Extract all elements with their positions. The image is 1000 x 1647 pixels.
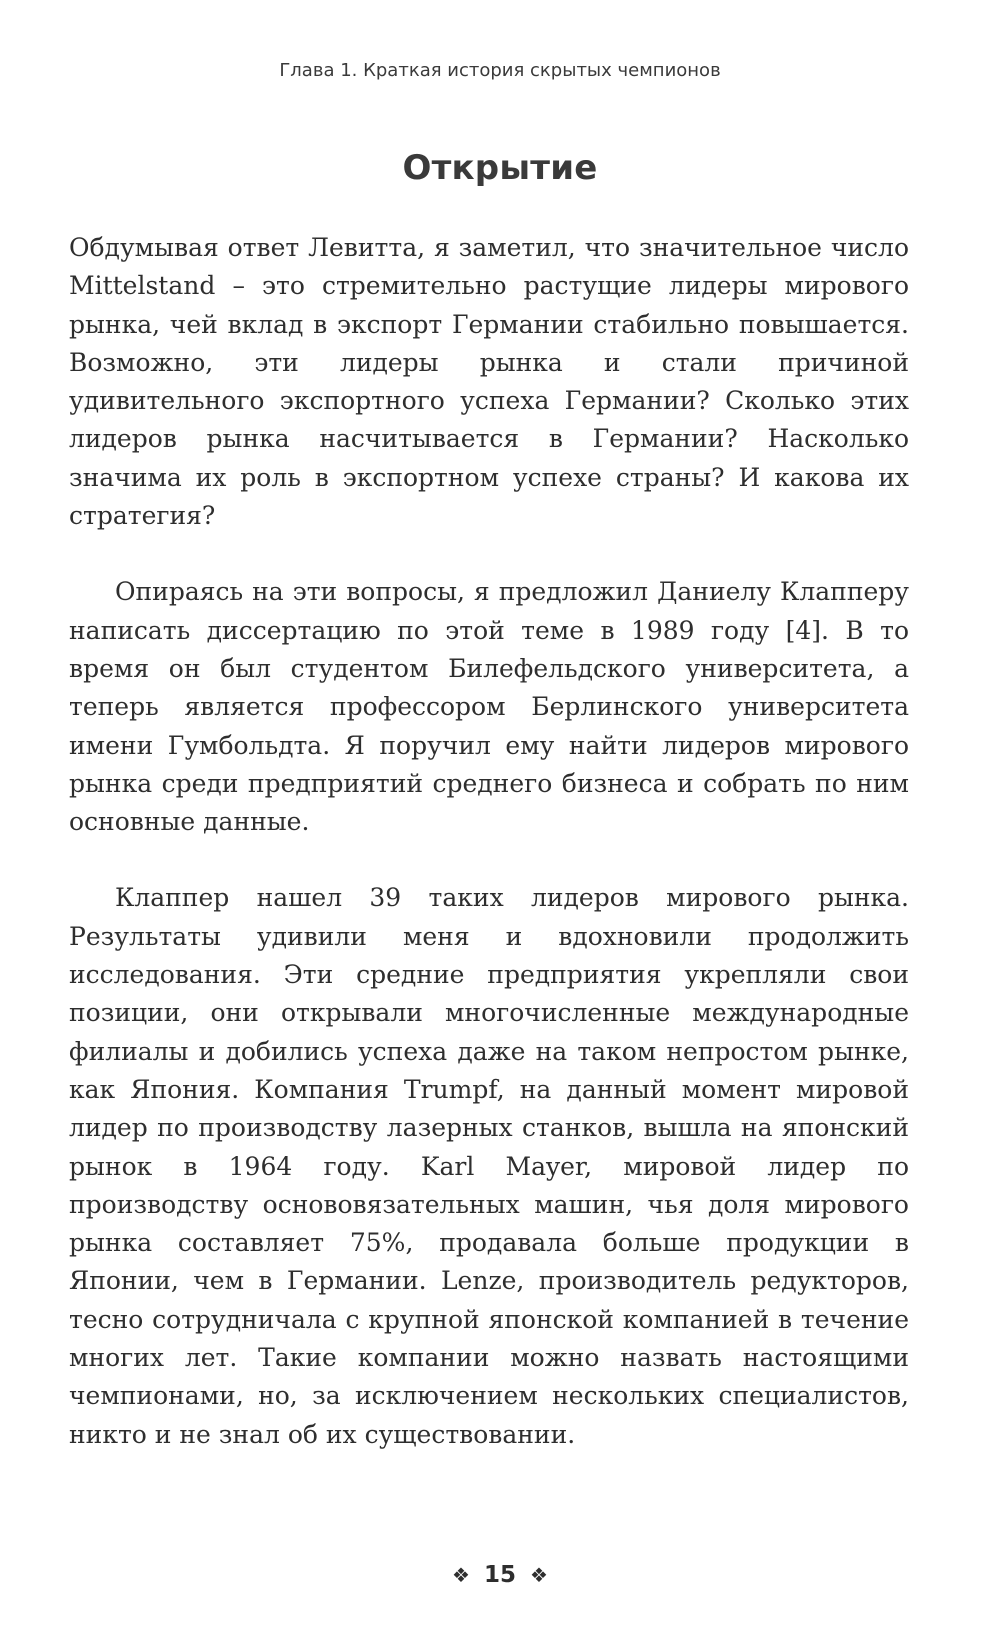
page-folio xyxy=(0,1562,1000,1588)
paragraph-1: Обдумывая ответ Левитта, я заметил, что значительное число Mittelstand – это стремительно растущие лидеры мирового рынка, чей вклад в экспорт Германии стабильно повышается. Возможно, эти лидеры рынка и стали причиной удивительного экспортного успеха Германии? Сколько этих лидеров рынка насчитывается в Германии? Насколько значима их роль в экспортном успехе страны? И какова их стратегия? xyxy=(69,233,909,531)
ornament-right-icon: ❖ xyxy=(530,1563,548,1587)
section-title: Открытие xyxy=(402,148,598,188)
running-header: Глава 1. Краткая история скрытых чемпионов xyxy=(279,60,721,81)
paragraph-3: Клаппер нашел 39 таких лидеров мирового рынка. Результаты удивили меня и вдохновили продолжить исследования. Эти средние предприятия укрепляли свои позиции, они открывали многочисленные международные филиалы и добились успеха даже на таком непростом рынке, как Япония. Компания Trumpf, на данный момент мировой лидер по производству лазерных станков, вышла на японский рынок в 1964 году. Karl Mayer, мировой лидер по производству основовязательных машин, чья доля мирового рынка составляет 75%, продавала больше продукции в Японии, чем в Германии. Lenze, производитель редукторов, тесно сотрудничала с крупной японской компанией в течение многих лет. Такие компании можно назвать настоящими чемпионами, но, за исключением нескольких специалистов, никто и не знал об их существовании. xyxy=(69,883,909,1449)
ornament-left-icon: ❖ xyxy=(452,1563,470,1587)
paragraph-2: Опираясь на эти вопросы, я предложил Даниелу Клапперу написать диссертацию по этой теме в 1989 году [4]. В то время он был студентом Билефельдского университета, а теперь является профессором Берлинского университета имени Гумбольдта. Я поручил ему найти лидеров мирового рынка среди предприятий среднего бизнеса и собрать по ним основные данные. xyxy=(69,577,909,837)
body-text xyxy=(69,229,909,1454)
page-number: 15 xyxy=(483,1562,516,1588)
